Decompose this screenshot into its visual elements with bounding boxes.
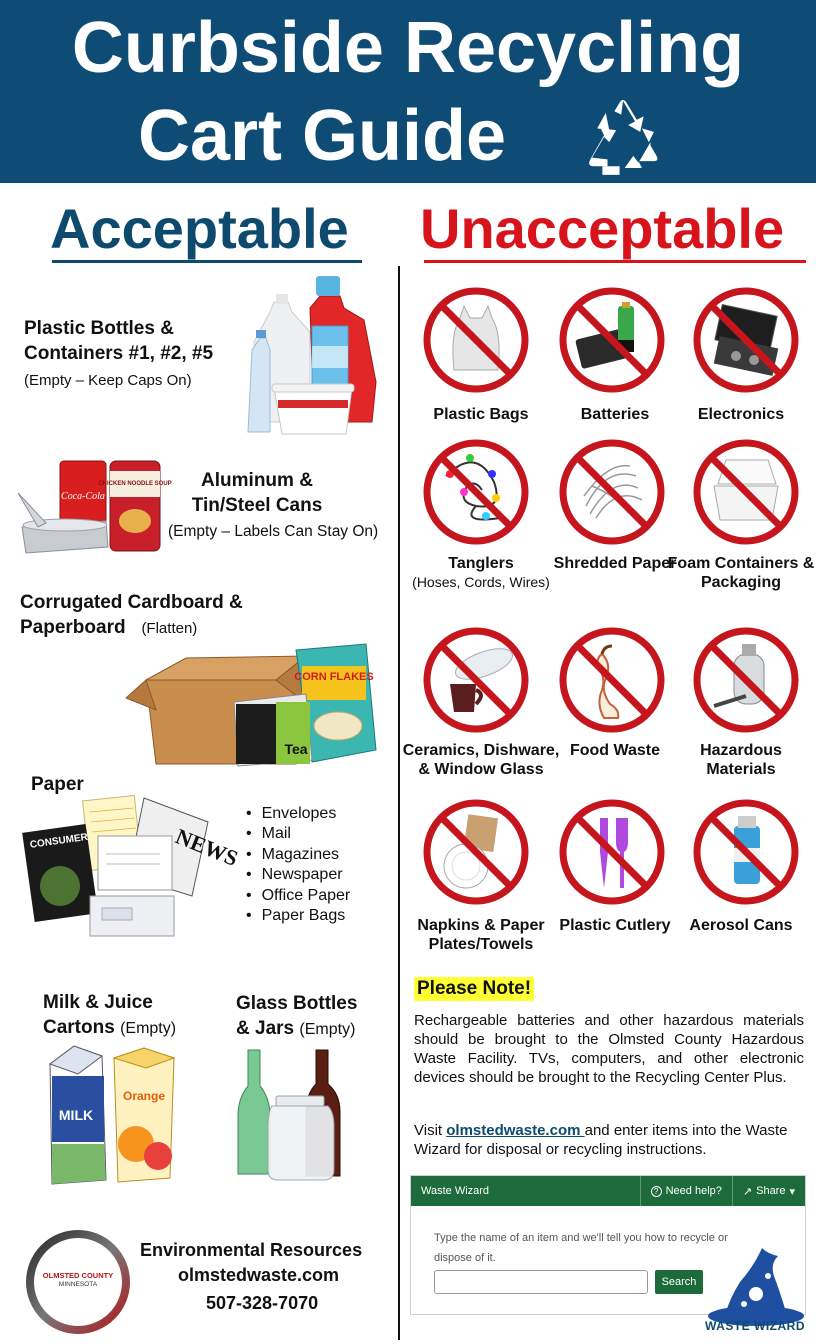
aerosol-can-icon bbox=[690, 796, 802, 908]
note-instructions-text: and enter items into the Waste Wizard for disposal or recycling instructions. bbox=[414, 1122, 788, 1158]
can-label-cola: Coca-Cola bbox=[61, 491, 105, 502]
item-label-text: Electronics bbox=[697, 406, 785, 423]
paper-title: Paper bbox=[31, 774, 84, 795]
battery-icon bbox=[556, 284, 668, 396]
list-item: • Envelopes bbox=[246, 804, 350, 824]
cornflakes-label: CORN FLAKES bbox=[294, 671, 374, 683]
tea-label: Tea bbox=[284, 741, 308, 757]
cans-title-line2: Tin/Steel Cans bbox=[191, 495, 323, 516]
milk-label: MILK bbox=[58, 1107, 94, 1123]
waste-wizard-prompt: Type the name of an item and we'll tell you how to recycle or dispose of it. bbox=[434, 1232, 728, 1264]
list-item: • Paper Bags bbox=[246, 906, 350, 926]
waste-wizard-search-input[interactable] bbox=[434, 1270, 648, 1294]
plastic-bottles-image bbox=[240, 272, 386, 440]
list-item: • Mail bbox=[246, 824, 350, 844]
cardboard-note: (Flatten) bbox=[141, 620, 198, 637]
note-paragraph-2 bbox=[414, 1121, 804, 1159]
list-item: • Office Paper bbox=[246, 886, 350, 906]
share-icon: ↗ bbox=[742, 1185, 753, 1198]
can-label-soup: CHICKEN NOODLE SOUP bbox=[98, 481, 172, 487]
note-visit-text: Visit bbox=[414, 1122, 447, 1139]
help-icon: ? bbox=[651, 1186, 662, 1197]
cans-title bbox=[184, 468, 330, 518]
unacceptable-item-label bbox=[666, 741, 816, 779]
shredded-paper-icon bbox=[556, 436, 668, 548]
cans-image bbox=[10, 455, 172, 557]
paper-image bbox=[24, 792, 242, 942]
magazine-label: CONSUMER bbox=[29, 831, 89, 851]
unacceptable-item-label bbox=[406, 405, 556, 424]
paper-plate-icon bbox=[420, 796, 532, 908]
cans-note: (Empty – Labels Can Stay On) bbox=[168, 523, 379, 540]
cardboard-title-line2: Paperboard bbox=[20, 617, 126, 638]
waste-wizard-bar bbox=[411, 1176, 805, 1206]
item-label-text: Napkins & Paper Plates/Towels bbox=[417, 917, 545, 953]
item-label-text: Food Waste bbox=[569, 742, 661, 759]
cutlery-icon bbox=[556, 796, 668, 908]
unacceptable-item-label bbox=[666, 405, 816, 424]
unacceptable-item-label bbox=[406, 554, 556, 591]
column-divider bbox=[398, 266, 400, 1340]
recycle-icon bbox=[580, 94, 666, 180]
cartons-note: (Empty) bbox=[120, 1020, 177, 1037]
plastic-title-line1: Plastic Bottles & bbox=[24, 318, 174, 339]
apple-core-icon bbox=[556, 624, 668, 736]
chevron-down-icon: ▾ bbox=[789, 1185, 795, 1198]
item-label-text: Batteries bbox=[580, 406, 650, 423]
dishware-icon bbox=[420, 624, 532, 736]
item-label-text: Aerosol Cans bbox=[689, 917, 793, 934]
waste-wizard-logo-label: WASTE WIZARD bbox=[705, 1319, 805, 1333]
glass-title-line1: Glass Bottles bbox=[236, 993, 358, 1014]
footer-website[interactable]: olmstedwaste.com bbox=[178, 1265, 340, 1285]
acceptable-underline bbox=[52, 260, 362, 263]
list-item: • Magazines bbox=[246, 845, 350, 865]
propane-tank-icon bbox=[690, 624, 802, 736]
glass-note: (Empty) bbox=[299, 1021, 356, 1038]
need-help-label: Need help? bbox=[665, 1185, 722, 1197]
unacceptable-heading: Unacceptable bbox=[420, 197, 785, 260]
share-button[interactable] bbox=[732, 1176, 805, 1206]
cardboard-title-line1: Corrugated Cardboard & bbox=[20, 592, 243, 613]
page-title-line1: Curbside Recycling bbox=[71, 8, 745, 88]
item-label-text: Foam Containers & Packaging bbox=[667, 555, 815, 591]
note-paragraph-1: Rechargeable batteries and other hazardous materials should be brought to the Olmsted County Hazardous Waste Facility. TVs, computers, and other electronic devices should be brought to the Recycling Center Plus. bbox=[414, 1012, 804, 1086]
waste-wizard-title: Waste Wizard bbox=[421, 1185, 490, 1197]
cardboard-image bbox=[126, 640, 382, 770]
cans-title-line1: Aluminum & bbox=[201, 470, 313, 491]
header-banner bbox=[0, 0, 816, 183]
cartons-title bbox=[43, 990, 176, 1041]
electronics-icon bbox=[690, 284, 802, 396]
cartons-image bbox=[44, 1044, 180, 1188]
note-heading: Please Note! bbox=[414, 977, 534, 1001]
newspaper-label: NEWS bbox=[172, 823, 242, 871]
seal-line-1: OLMSTED COUNTY bbox=[42, 1271, 114, 1280]
footer-phone: 507-328-7070 bbox=[206, 1293, 319, 1313]
seal-line-2: MINNESOTA bbox=[58, 1281, 98, 1288]
share-label: Share bbox=[756, 1185, 786, 1197]
footer-department: Environmental Resources bbox=[140, 1240, 363, 1260]
website-link[interactable]: olmstedwaste.com bbox=[446, 1122, 585, 1139]
cartons-title-line2: Cartons bbox=[43, 1017, 115, 1038]
paper-items-list bbox=[246, 804, 350, 926]
plastic-title bbox=[24, 316, 213, 366]
glass-title-line2: & Jars bbox=[236, 1018, 295, 1039]
unacceptable-underline bbox=[424, 260, 806, 263]
glass-title bbox=[236, 991, 357, 1042]
list-item: • Newspaper bbox=[246, 865, 350, 885]
plastic-note: (Empty – Keep Caps On) bbox=[24, 372, 192, 389]
cardboard-title bbox=[20, 590, 243, 641]
plastic-bag-icon bbox=[420, 284, 532, 396]
unacceptable-item-label bbox=[666, 916, 816, 935]
string-lights-icon bbox=[420, 436, 532, 548]
plastic-title-line2: Containers #1, #2, #5 bbox=[24, 343, 214, 364]
waste-wizard-search-button[interactable]: Search bbox=[655, 1270, 703, 1294]
foam-container-icon bbox=[690, 436, 802, 548]
item-label-text: Plastic Bags bbox=[433, 406, 529, 423]
item-label-text: Ceramics, Dishware, & Window Glass bbox=[402, 742, 560, 778]
glass-image bbox=[236, 1046, 346, 1182]
item-label-text: Plastic Cutlery bbox=[559, 917, 671, 934]
unacceptable-item-label bbox=[666, 554, 816, 592]
need-help-button[interactable] bbox=[640, 1176, 732, 1206]
cartons-title-line1: Milk & Juice bbox=[43, 992, 153, 1013]
item-label-text: Shredded Paper bbox=[553, 555, 677, 572]
item-label-text: Hazardous Materials bbox=[700, 742, 782, 778]
juice-label: Orange bbox=[122, 1089, 166, 1103]
acceptable-heading: Acceptable bbox=[50, 197, 349, 260]
item-label-text: Tanglers bbox=[448, 555, 514, 572]
page-title-line2: Cart Guide bbox=[138, 96, 507, 176]
item-sub-label: (Hoses, Cords, Wires) bbox=[412, 574, 550, 590]
